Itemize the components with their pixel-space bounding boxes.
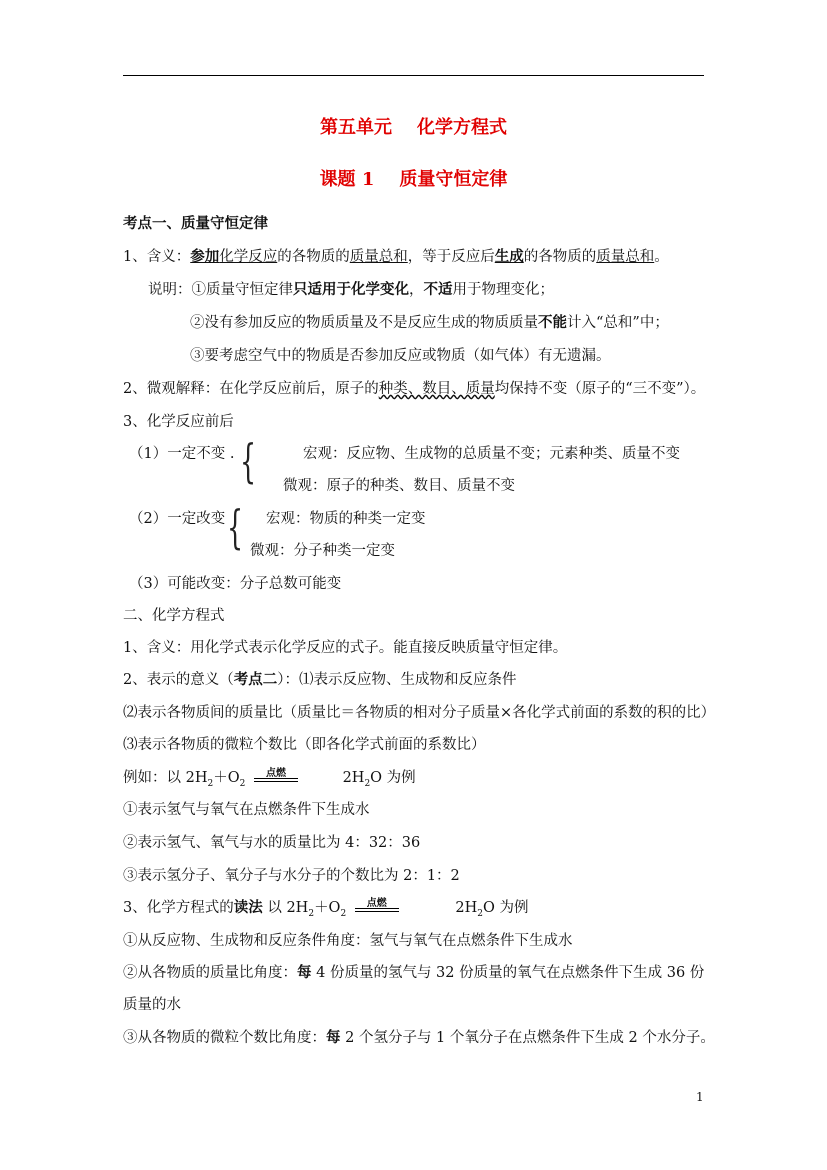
header-rule <box>123 75 704 76</box>
definition-line: 1、含义：参加化学反应的各物质的质量总和，等于反应后生成的各物质的质量总和。 <box>123 248 669 265</box>
before-after-heading: 3、化学反应前后 <box>123 414 234 430</box>
example-item-1: ①表示氢气与氧气在点燃条件下生成水 <box>123 802 370 818</box>
reaction-arrow: 点燃 <box>355 898 399 918</box>
unit-title: 第五单元 化学方程式 <box>319 117 508 138</box>
reaction-arrow: 点燃 <box>254 768 298 788</box>
kp1-heading: 考点一、质量守恒定律 <box>123 215 268 232</box>
example-item-3: ③表示氢分子、氧分子与水分子的个数比为 2：1：2 <box>123 868 460 884</box>
unchanged-label: （1）一定不变 . <box>129 446 235 462</box>
example-equation: 例如：以 $2H_2+O_2$ 点燃 $2H_2O$ 为例 <box>123 768 416 789</box>
page-number: 1 <box>696 1090 704 1104</box>
reading-item-1: ①从反应物、生成物和反应条件角度：氢气与氧气在点燃条件下生成水 <box>123 933 573 949</box>
brace-icon: { <box>240 434 257 488</box>
reading-item-2: ②从各物质的质量比角度：每 4 份质量的氢气与 32 份质量的氧气在点燃条件下生成 36 份 <box>123 964 705 981</box>
brace-icon: { <box>227 500 244 554</box>
note-line-3: ③要考虑空气中的物质是否参加反应或物质（如气体）有无遗漏。 <box>190 348 611 364</box>
lesson-title: 课题 1 质量守恒定律 <box>319 169 508 190</box>
example-item-2: ②表示氢气、氧气与水的质量比为 4：32：36 <box>123 835 421 851</box>
section2-heading: 二、化学方程式 <box>123 608 225 624</box>
equation-meaning-3: ⑶表示各物质的微粒个数比（即各化学式前面的系数比） <box>123 737 486 753</box>
equation-meaning-1: 2、表示的意义（考点二）：⑴表示反应物、生成物和反应条件 <box>123 671 517 688</box>
changed-macro: 宏观：物质的种类一定变 <box>266 511 426 527</box>
changed-label: （2）一定改变 <box>129 511 226 527</box>
reading-heading: 3、化学方程式的读法 以 $2H_2+O_2$ 点燃 $2H_2O$ 为例 <box>123 898 529 919</box>
reading-item-3: ③从各物质的微粒个数比角度：每 2 个氢分子与 1 个氧分子在点燃条件下生成 2 个水分子。 <box>123 1029 715 1046</box>
reading-item-2-cont: 质量的水 <box>123 997 181 1013</box>
note-line-2: ②没有参加反应的物质质量及不是反应生成的物质质量不能计入“总和”中； <box>190 314 669 331</box>
micro-explanation: 2、微观解释：在化学反应前后，原子的种类、数目、质量均保持不变（原子的“三不变”）。 <box>123 381 706 397</box>
note-line-1: 说明：①质量守恒定律只适用于化学变化，不适用于物理变化； <box>148 281 554 298</box>
equation-definition: 1、含义：用化学式表示化学反应的式子。能直接反映质量守恒定律。 <box>123 640 568 656</box>
unchanged-micro: 微观：原子的种类、数目、质量不变 <box>283 478 515 494</box>
unchanged-macro: 宏观：反应物、生成物的总质量不变；元素种类、质量不变 <box>303 446 680 462</box>
changed-micro: 微观：分子种类一定变 <box>250 543 395 559</box>
equation-meaning-2: ⑵表示各物质间的质量比（质量比＝各物质的相对分子质量×各化学式前面的系数的积的比） <box>123 705 716 721</box>
may-change-line: （3）可能改变：分子总数可能变 <box>129 576 342 592</box>
